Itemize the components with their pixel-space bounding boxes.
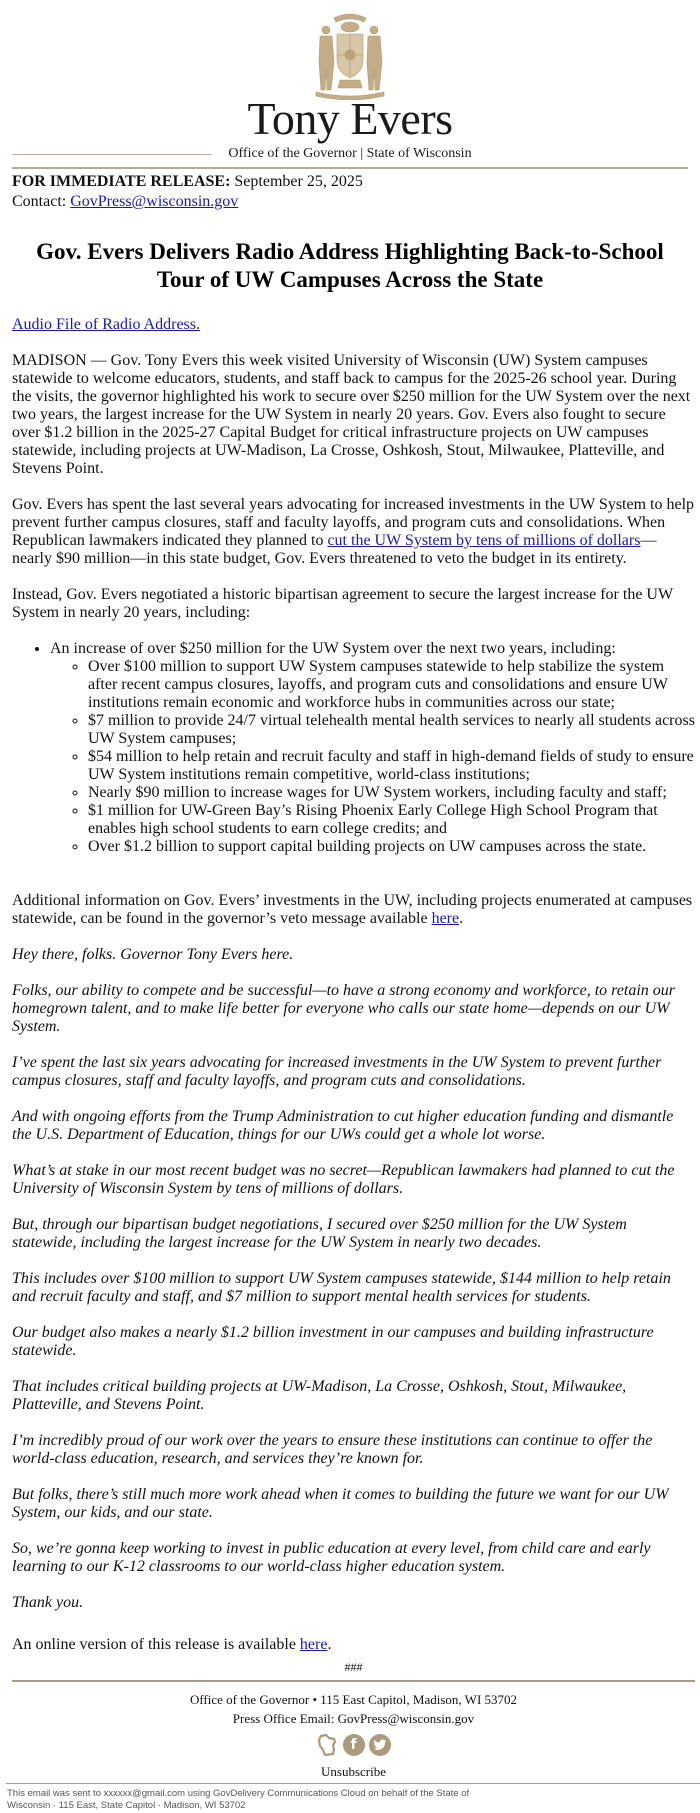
paragraph-agreement: Instead, Gov. Evers negotiated a historic bipartisan agreement to secure the largest increase for the UW System in nearly 20 years, including: xyxy=(12,586,673,621)
govdelivery-divider xyxy=(6,1783,700,1784)
paragraph-additional-text-2: . xyxy=(459,910,464,927)
release-meta xyxy=(12,172,363,212)
brand-subtitle-row xyxy=(12,146,688,162)
paragraph-additional-text-1: Additional information on Gov. Evers’ investments in the UW, including projects enumerated at campuses statewide, can be found in the governor’s veto message available xyxy=(12,892,693,927)
address-paragraph: I’ve spent the last six years advocating for increased investments in the UW System to prevent further campus closures, staff and faculty layoffs, and program cuts and consolidations. xyxy=(12,1054,662,1089)
footer-divider xyxy=(12,1680,695,1682)
investment-sublist xyxy=(50,658,695,856)
list-item-text: An increase of over $250 million for the UW System over the next two years, including: xyxy=(50,640,616,657)
paragraph-additional-info xyxy=(12,892,695,928)
paragraph-advocacy-text-1: Gov. Evers has spent the last several years advocating for increased investments in the UW System to help prevent further campus closures, staff and faculty layoffs, and program cuts and consolidations. When Republican lawmakers indicated they planned to xyxy=(12,496,695,549)
wisconsin-state-seal-icon xyxy=(310,10,390,100)
end-mark: ### xyxy=(344,1660,363,1674)
address-paragraph: This includes over $100 million to support UW System campuses statewide, $144 million to help retain and recruit faculty and staff, and $7 million to support mental health services for students. xyxy=(12,1270,671,1305)
paragraph-madison: MADISON — Gov. Tony Evers this week visited University of Wisconsin (UW) System campuses statewide to welcome educators, students, and staff back to campus for the 2025-26 school year. During the visits, the governor highlighted his work to secure over $250 million for the UW System over the next two years, the largest increase for the UW System in nearly 20 years. Gov. Evers also fought to secure over $1.2 billion in the 2025-27 Capital Budget for critical infrastructure projects on UW campuses statewide, including projects at UW-Madison, La Crosse, Oshkosh, Stout, Milwaukee, Platteville, and Stevens Point. xyxy=(12,352,691,477)
social-links xyxy=(12,1732,695,1758)
address-paragraph: But folks, there’s still much more work ahead when it comes to building the future we want for our UW System, our kids, and our state. xyxy=(12,1486,669,1521)
contact-email-link[interactable]: GovPress@wisconsin.gov xyxy=(70,193,239,210)
sublist-item: ◦ Over $1.2 billion to support capital building projects on UW campuses across the state. xyxy=(88,838,695,856)
list-item xyxy=(50,640,695,856)
brand-subtitle: Office of the Governor | State of Wisconsin xyxy=(228,146,472,161)
footer-press-email: Press Office Email: GovPress@wisconsin.gov xyxy=(232,1711,475,1726)
address-paragraph: Folks, our ability to compete and be successful—to have a strong economy and workforce, to retain our homegrown talent, and to make life better for everyone who calls our state home—depends on our UW System. xyxy=(12,982,675,1035)
header-divider xyxy=(12,167,688,169)
investment-list xyxy=(12,640,695,856)
release-label: FOR IMMEDIATE RELEASE: xyxy=(12,173,231,190)
facebook-icon[interactable]: f xyxy=(343,1734,365,1756)
veto-message-link[interactable]: here xyxy=(431,910,460,927)
address-paragraph: That includes critical building projects at UW-Madison, La Crosse, Oshkosh, Stout, Milwaukee, Platteville, and Stevens Point. xyxy=(12,1378,627,1413)
paragraph-advocacy xyxy=(12,496,695,568)
audio-file-link[interactable]: Audio File of Radio Address. xyxy=(12,316,200,333)
paragraph-advocacy-text-2: —nearly $90 million—in this state budget, Gov. Evers threatened to veto the budget in its entirety. xyxy=(12,532,657,567)
govdelivery-notice: This email was sent to xxxxxx@gmail.com using GovDelivery Communications Cloud on behalf of the State of Wisconsin · 115 East, State Capitol · Madison, WI 53702 xyxy=(7,1788,470,1811)
sublist-item: ◦ $54 million to help retain and recruit faculty and staff in high-demand fields of study to ensure UW System institutions remain competitive, world-class institutions; xyxy=(88,748,695,784)
release-body xyxy=(12,316,695,1781)
address-paragraph: And with ongoing efforts from the Trump Administration to cut higher education funding and dismantle the U.S. Department of Education, things for our UWs could get a whole lot worse. xyxy=(12,1108,674,1143)
address-paragraph: Our budget also makes a nearly $1.2 billion investment in our campuses and building infrastructure statewide. xyxy=(12,1324,654,1359)
audio-paragraph xyxy=(12,316,695,334)
sublist-item: ◦ Nearly $90 million to increase wages for UW System workers, including faculty and staff; xyxy=(88,784,695,802)
sublist-item: ◦ $7 million to provide 24/7 virtual telehealth mental health services to nearly all students across UW System campuses; xyxy=(88,712,695,748)
address-paragraph: I’m incredibly proud of our work over the years to ensure these institutions can continue to offer the world-class education, research, and services they’re known for. xyxy=(12,1432,653,1467)
online-version-paragraph xyxy=(12,1636,695,1654)
address-paragraph: But, through our bipartisan budget negotiations, I secured over $250 million for the UW System statewide, including the largest increase for the UW System in nearly two decades. xyxy=(12,1216,627,1251)
release-line xyxy=(12,172,363,192)
address-paragraph: What’s at stake in our most recent budget was no secret—Republican lawmakers had planned to cut the University of Wisconsin System by tens of millions of dollars. xyxy=(12,1162,675,1197)
sublist-item: ◦ Over $100 million to support UW System campuses statewide to help stabilize the system after recent campus closures, layoffs, and program cuts and consolidations and ensure UW institutions remain economic and workforce hubs in communities across our state; xyxy=(88,658,695,712)
twitter-icon[interactable] xyxy=(369,1734,391,1756)
release-title: Gov. Evers Delivers Radio Address Highlighting Back-to-School Tour of UW Campuses Across the State xyxy=(36,239,664,292)
address-paragraph: So, we’re gonna keep working to invest in public education at every level, from child care and early learning to our K-12 classrooms to our world-class higher education system. xyxy=(12,1540,651,1575)
governor-name: Tony Evers xyxy=(247,93,453,144)
online-version-text-end: . xyxy=(327,1636,332,1653)
cut-uw-system-link[interactable]: cut the UW System by tens of millions of dollars xyxy=(327,532,641,549)
wisconsin-icon[interactable] xyxy=(317,1733,339,1757)
contact-line xyxy=(12,192,363,212)
address-paragraph: Thank you. xyxy=(12,1594,84,1611)
sublist-item: ◦ $1 million for UW-Green Bay’s Rising Phoenix Early College High School Program that enables high school students to earn college credits; and xyxy=(88,802,695,838)
online-version-link[interactable]: here xyxy=(299,1636,328,1653)
address-paragraph: Hey there, folks. Governor Tony Evers here. xyxy=(12,946,294,963)
footer-address: Office of the Governor • 115 East Capitol, Madison, WI 53702 xyxy=(189,1692,518,1707)
online-version-text: An online version of this release is available xyxy=(12,1636,300,1653)
unsubscribe-link[interactable]: Unsubscribe xyxy=(321,1764,386,1779)
header xyxy=(0,0,700,172)
release-date: September 25, 2025 xyxy=(234,173,363,190)
contact-label: Contact: xyxy=(12,193,67,210)
